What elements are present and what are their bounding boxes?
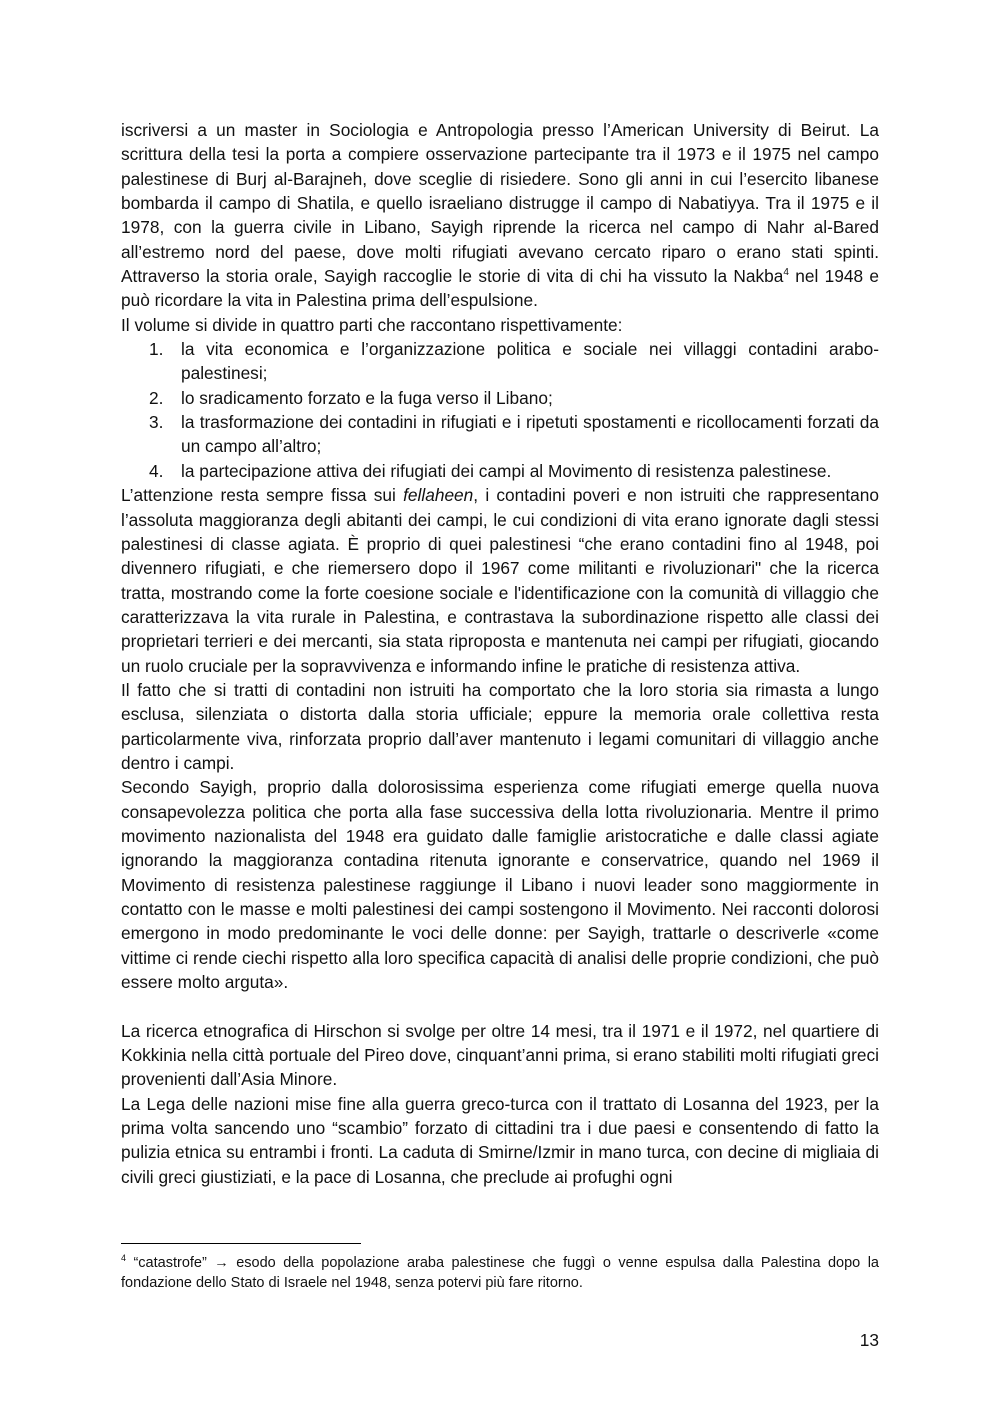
footnote-text: “catastrofe” → esodo della popolazione araba palestinese che fuggì o venne espulsa dalla Palestina dopo la fondazione dello Stato di Israele nel 1948, senza potervi più fare ritorno. bbox=[121, 1255, 879, 1291]
emphasis-term: fellaheen bbox=[403, 485, 474, 506]
list-item-number: 1. bbox=[149, 339, 164, 360]
paragraph-spacer bbox=[121, 994, 879, 1018]
footnote-number: 4 bbox=[121, 1253, 127, 1264]
list-item-text: la partecipazione attiva dei rifugiati dei campi al Movimento di resistenza palestinese. bbox=[181, 460, 832, 481]
paragraph-oral-memory: Il fatto che si tratti di contadini non istruiti ha comportato che la loro storia sia rimasta a lungo esclusa, silenziata o distorta dalla storia ufficiale; eppure la memoria orale collettiva resta particolarmente viva, rinforzata proprio dall’aver mantenuto i legami comunitari di villaggio anche dentro i campi. bbox=[121, 679, 879, 773]
list-item bbox=[121, 459, 879, 483]
list-item-number: 2. bbox=[149, 387, 164, 408]
paragraph-hirschon-research: La ricerca etnografica di Hirschon si svolge per oltre 14 mesi, tra il 1971 e il 1972, nel quartiere di Kokkinia nella città portuale del Pireo dove, cinquant’anni prima, si erano stabiliti molti rifugiati greci provenienti dall’Asia Minore. bbox=[121, 1020, 879, 1090]
page-body bbox=[121, 118, 879, 1189]
footnote-reference[interactable]: 4 bbox=[783, 267, 789, 279]
paragraph-text: nel 1948 e può ricordare la vita in Palestina prima dell’espulsione. bbox=[121, 266, 879, 311]
paragraph-text: L’attenzione resta sempre fissa sui bbox=[121, 485, 404, 506]
volume-parts-list bbox=[121, 337, 879, 483]
footnote-separator bbox=[121, 1243, 361, 1244]
footnote bbox=[121, 1253, 879, 1293]
list-item bbox=[121, 410, 879, 459]
paragraph-sayigh-fieldwork bbox=[121, 118, 879, 313]
paragraph-volume-intro: Il volume si divide in quattro parti che raccontano rispettivamente: bbox=[121, 314, 623, 335]
list-item-number: 3. bbox=[149, 412, 164, 433]
paragraph-lausanne-treaty: La Lega delle nazioni mise fine alla guerra greco-turca con il trattato di Losanna del 1923, per la prima volta sancendo uno “scambio” forzato di cittadini tra i due paesi e consentendo di fatto la pulizia etnica su entrambi i fronti. La caduta di Smirne/Izmir in mano turca, con decine di migliaia di civili greci giustiziati, e la pace di Losanna, che preclude ai profughi ogni bbox=[121, 1093, 879, 1187]
list-item bbox=[121, 337, 879, 386]
list-item-text: la trasformazione dei contadini in rifugiati e i ripetuti spostamenti e ricollocamenti forzati da un campo all’altro; bbox=[181, 412, 879, 457]
paragraph-political-awareness: Secondo Sayigh, proprio dalla dolorosissima esperienza come rifugiati emerge quella nuova consapevolezza politica che porta alla fase successiva della lotta rivoluzionaria. Mentre il primo movimento nazionalista del 1948 era guidato dalle famiglie aristocratiche e dalle classi agiate ignorando la maggioranza contadina ritenuta ignorante e conservatrice, quando nel 1969 il Movimento di resistenza palestinese raggiunge il Libano i nuovi leader sono maggiormente in contatto con le masse e molti palestinesi dei campi sostengono il Movimento. Nei racconti dolorosi emergono in modo predominante le voci delle donne: per Sayigh, trattarle o descriverle «come vittime ci rende ciechi rispetto alla loro specifica capacità di analisi delle proprie condizioni, che può essere molto arguta». bbox=[121, 777, 879, 993]
list-item-text: la vita economica e l’organizzazione politica e sociale nei villaggi contadini arabo-palestinesi; bbox=[181, 339, 879, 384]
list-item-number: 4. bbox=[149, 460, 164, 481]
list-item-text: lo sradicamento forzato e la fuga verso il Libano; bbox=[181, 387, 553, 408]
paragraph-text: iscriversi a un master in Sociologia e Antropologia presso l’American University di Beirut. La scrittura della tesi la porta a compiere osservazione partecipante tra il 1973 e il 1975 nel campo palestinese di Burj al-Barajneh, dove sceglie di risiedere. Sono gli anni in cui l’esercito libanese bombarda il campo di Shatila, e quello israeliano distrugge il campo di Nabatiyya. Tra il 1975 e il 1978, con la guerra civile in Libano, Sayigh riprende la ricerca nel campo di Nahr al-Bared all’estremo nord del paese, dove molti rifugiati avevano cercato riparo o erano stati spinti. Attraverso la storia orale, Sayigh raccoglie le storie di vita di chi ha vissuto la Nakba bbox=[121, 120, 879, 287]
page-number: 13 bbox=[859, 1330, 879, 1350]
paragraph-fellaheen bbox=[121, 483, 879, 678]
paragraph-text: , i contadini poveri e non istruiti che rappresentano l’assoluta maggioranza degli abitanti dei campi, le cui condizioni di vita erano ignorate dagli stessi palestinesi di classe agiata. È proprio di quei palestinesi “che erano contadini fino al 1948, poi divennero rifugiati, e che riemersero dopo il 1967 come militanti e rivoluzionari" che la ricerca tratta, mostrando come la forte coesione sociale e l'identificazione con la comunità di villaggio che caratterizzava la vita rurale in Palestina, e contrastava la subordinazione rispetto alle classi dei proprietari terrieri e dei mercanti, sia stata riproposta e mantenuta nei campi per rifugiati, giocando un ruolo cruciale per la sopravvivenza e informando infine le pratiche di resistenza attiva. bbox=[121, 485, 879, 676]
list-item bbox=[121, 386, 879, 410]
